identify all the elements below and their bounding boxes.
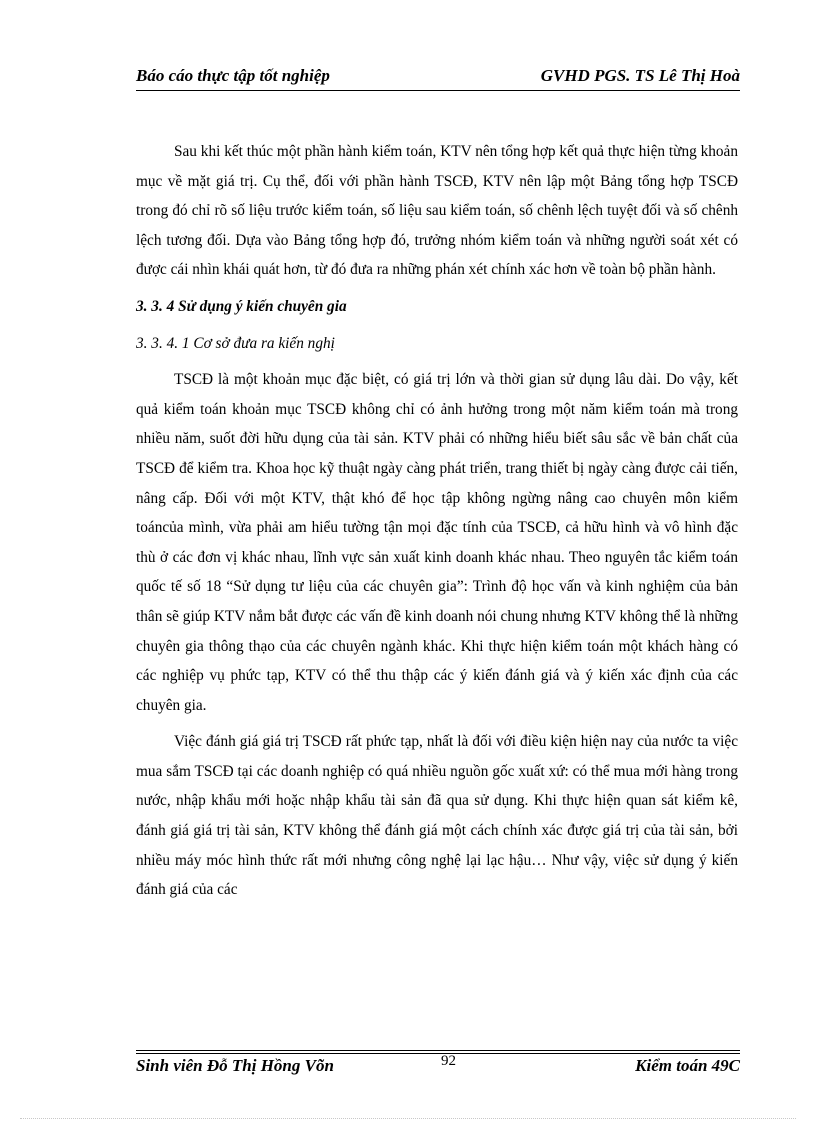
header-supervisor: GVHD PGS. TS Lê Thị Hoà bbox=[540, 66, 740, 85]
page-edge-dotted-line bbox=[20, 1118, 796, 1119]
page-footer bbox=[136, 1053, 740, 1082]
footer-divider-top bbox=[136, 1050, 740, 1051]
footer-student-name: Sinh viên Đỗ Thị Hồng Võn bbox=[136, 1056, 334, 1075]
section-heading: 3. 3. 4 Sử dụng ý kiến chuyên gia bbox=[136, 297, 347, 315]
paragraph-summary: Sau khi kết thúc một phần hành kiểm toán, KTV nên tổng hợp kết quả thực hiện từng khoản mục về mặt giá trị. Cụ thể, đối với phần hành TSCĐ, KTV nên lập một Bảng tổng hợp TSCĐ trong đó chỉ rõ số liệu trước kiểm toán, số liệu sau kiểm toán, số chênh lệch tuyệt đối và số chênh lệch tương đối. Dựa vào Bảng tổng hợp đó, trưởng nhóm kiểm toán và những người soát xét có được cái nhìn khái quát hơn, từ đó đưa ra những phán xét chính xác hơn về toàn bộ phần hành. bbox=[136, 143, 738, 279]
header-report-title: Báo cáo thực tập tốt nghiệp bbox=[136, 66, 330, 85]
page-number: 92 bbox=[441, 1053, 456, 1069]
subsection-heading: 3. 3. 4. 1 Cơ sở đưa ra kiến nghị bbox=[136, 334, 335, 352]
page-body bbox=[136, 137, 738, 905]
footer-class: Kiểm toán 49C bbox=[635, 1056, 740, 1075]
page-header bbox=[136, 64, 740, 88]
footer-divider-bottom bbox=[136, 1053, 740, 1054]
paragraph-basis: TSCĐ là một khoản mục đặc biệt, có giá trị lớn và thời gian sử dụng lâu dài. Do vậy, kết quả kiểm toán khoản mục TSCĐ không chỉ có ảnh hưởng trong một năm kiểm toán mà trong nhiều năm, suốt đời hữu dụng của tài sản. KTV phải có những hiểu biết sâu sắc về bản chất của TSCĐ để kiểm tra. Khoa học kỹ thuật ngày càng phát triển, trang thiết bị ngày càng được cải tiến, nâng cấp. Đối với một KTV, thật khó để học tập không ngừng nâng cao chuyên môn kiểm toáncủa mình, vừa phải am hiểu tường tận mọi đặc tính của TSCĐ, cả hữu hình và vô hình đặc thù ở các đơn vị khác nhau, lĩnh vực sản xuất kinh doanh khác nhau. Theo nguyên tắc kiểm toán quốc tế số 18 “Sử dụng tư liệu của các chuyên gia”: Trình độ học vấn và kinh nghiệm của bản thân sẽ giúp KTV nắm bắt được các vấn đề kinh doanh nói chung nhưng KTV không thể là những chuyên gia thông thạo của các chuyên ngành khác. Khi thực hiện kiểm toán một khách hàng có các nghiệp vụ phức tạp, KTV có thể thu thập các ý kiến đánh giá và ý kiến xác định của các chuyên gia. bbox=[136, 371, 738, 714]
header-divider bbox=[136, 90, 740, 91]
paragraph-valuation: Việc đánh giá giá trị TSCĐ rất phức tạp, nhất là đối với điều kiện hiện nay của nước ta việc mua sắm TSCĐ tại các doanh nghiệp có quá nhiều nguồn gốc xuất xứ: có thể mua mới hàng trong nước, nhập khẩu mới hoặc nhập khẩu tài sản đã qua sử dụng. Khi thực hiện quan sát kiểm kê, đánh giá giá trị tài sản, KTV không thể đánh giá một cách chính xác được giá trị của tài sản, bởi nhiều máy móc hình thức rất mới nhưng công nghệ lại lạc hậu… Như vậy, việc sử dụng ý kiến đánh giá của các bbox=[136, 733, 738, 899]
